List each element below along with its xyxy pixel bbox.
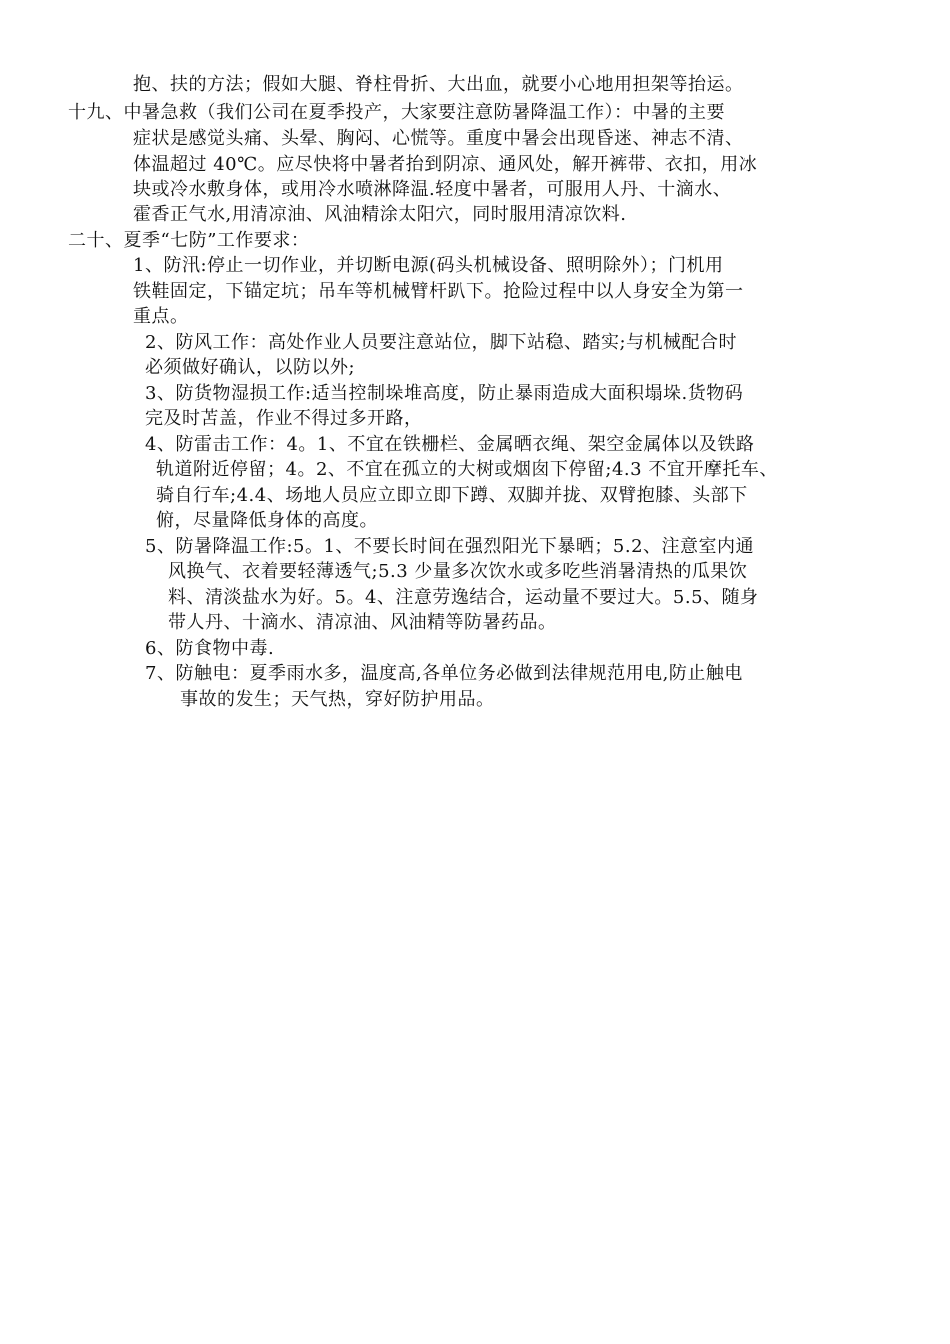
section-19-heading: 十九、中暑急救（我们公司在夏季投产，大家要注意防暑降温工作）：中暑的主要 xyxy=(68,102,725,123)
item-7-line: 7、防触电：夏季雨水多，温度高,各单位务必做到法律规范用电,防止触电 xyxy=(145,663,743,684)
section-19-continuation: 抱、扶的方法；假如大腿、脊柱骨折、大出血，就要小心地用担架等抬运。 xyxy=(133,74,744,95)
item-5-line: 5、防暑降温工作:5。1、不要长时间在强烈阳光下暴晒；5.2、注意室内通 xyxy=(145,536,755,557)
item-1-line: 1、防汛:停止一切作业，并切断电源(码头机械设备、照明除外）；门机用 xyxy=(133,255,724,276)
item-6-line: 6、防食物中毒. xyxy=(145,638,275,659)
section-20-heading: 二十、夏季“七防”工作要求： xyxy=(68,230,310,251)
item-4-line: 俯，尽量降低身体的高度。 xyxy=(156,510,378,531)
item-5-line: 风换气、衣着要轻薄透气;5.3 少量多次饮水或多吃些消暑清热的瓜果饮 xyxy=(168,561,748,582)
item-4-line: 轨道附近停留；4。2、不宜在孤立的大树或烟囱下停留;4.3 不宜开摩托车、 xyxy=(156,459,778,480)
item-5-line: 料、清淡盐水为好。5。4、注意劳逸结合，运动量不要过大。5.5、随身 xyxy=(168,587,759,608)
item-7-line: 事故的发生；天气热，穿好防护用品。 xyxy=(180,689,495,710)
item-2-line: 必须做好确认，以防以外; xyxy=(145,357,356,378)
section-19-line: 霍香正气水,用清凉油、风油精涂太阳穴，同时服用清凉饮料. xyxy=(133,204,627,225)
item-3-line: 3、防货物湿损工作:适当控制垛堆高度，防止暴雨造成大面积塌垛.货物码 xyxy=(145,383,744,404)
section-19-line: 块或冷水敷身体，或用冷水喷淋降温.轻度中暑者，可服用人丹、十滴水、 xyxy=(133,179,732,200)
item-1-line: 铁鞋固定，下锚定坑；吊车等机械臂杆趴下。抢险过程中以人身安全为第一 xyxy=(133,281,744,302)
item-3-line: 完及时苫盖，作业不得过多开路， xyxy=(145,408,423,429)
item-4-line: 4、防雷击工作：4。1、不宜在铁栅栏、金属晒衣绳、架空金属体以及铁路 xyxy=(145,434,755,455)
item-1-line: 重点。 xyxy=(133,306,189,327)
section-19-line: 症状是感觉头痛、头晕、胸闷、心慌等。重度中暑会出现昏迷、神志不清、 xyxy=(133,128,744,149)
item-4-line: 骑自行车;4.4、场地人员应立即立即下蹲、双脚并拢、双臂抱膝、头部下 xyxy=(156,485,748,506)
item-2-line: 2、防风工作：高处作业人员要注意站位，脚下站稳、踏实;与机械配合时 xyxy=(145,332,738,353)
item-5-line: 带人丹、十滴水、清凉油、风油精等防暑药品。 xyxy=(168,612,557,633)
section-19-line: 体温超过 40℃。应尽快将中暑者抬到阴凉、通风处，解开裤带、衣扣，用冰 xyxy=(133,154,758,175)
